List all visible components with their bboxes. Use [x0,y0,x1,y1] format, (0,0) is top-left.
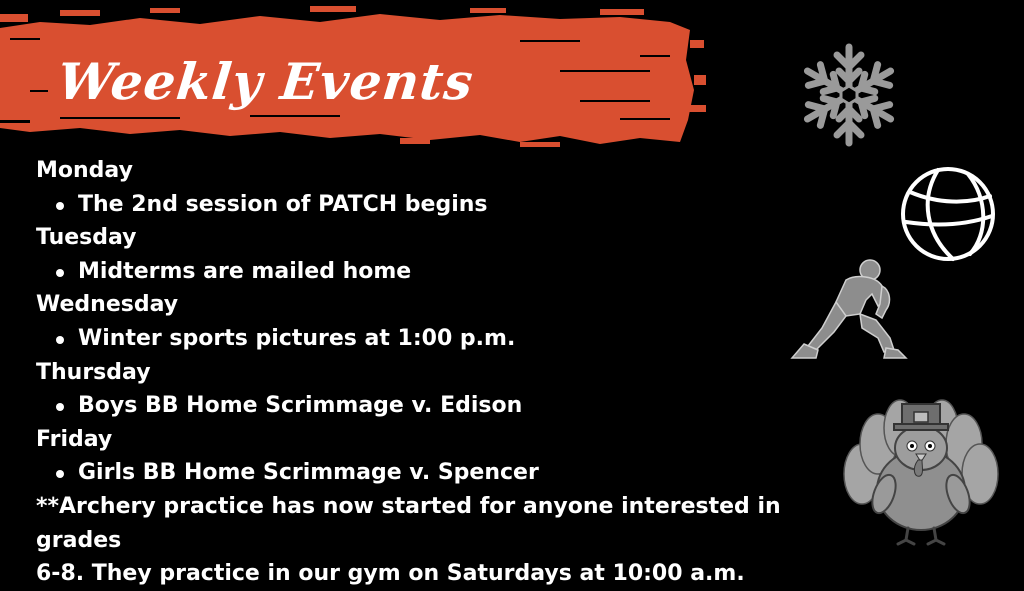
bullet-icon [56,470,64,478]
event-text: The 2nd session of PATCH begins [78,191,488,217]
archery-note-line1: **Archery practice has now started for anyone interested in grades [36,493,781,553]
bullet-icon [56,336,64,344]
bullet-icon [56,269,64,277]
wrestler-icon [786,254,916,366]
list-item [36,255,836,289]
event-text: Boys BB Home Scrimmage v. Edison [78,393,523,419]
archery-note-line2: 6-8. They practice in our gym on Saturdays at 10:00 a.m. [36,561,745,587]
event-text: Girls BB Home Scrimmage v. Spencer [78,460,539,486]
list-item [36,322,836,356]
bullet-icon [56,202,64,210]
bullet-icon [56,403,64,411]
day-wednesday: Wednesday [36,292,179,318]
snowflake-icon [794,40,904,150]
day-thursday: Thursday [36,359,151,385]
list-item [36,389,836,423]
events-list [36,154,836,591]
title-banner [0,0,720,150]
event-text: Winter sports pictures at 1:00 p.m. [78,325,516,351]
day-tuesday: Tuesday [36,225,137,251]
basketball-icon [898,164,998,264]
page-title: Weekly Events [54,52,477,111]
day-friday: Friday [36,426,113,452]
list-item [36,188,836,222]
day-monday: Monday [36,158,133,183]
list-item [36,456,836,490]
turkey-icon [842,394,1000,550]
event-text: Midterms are mailed home [78,258,412,284]
